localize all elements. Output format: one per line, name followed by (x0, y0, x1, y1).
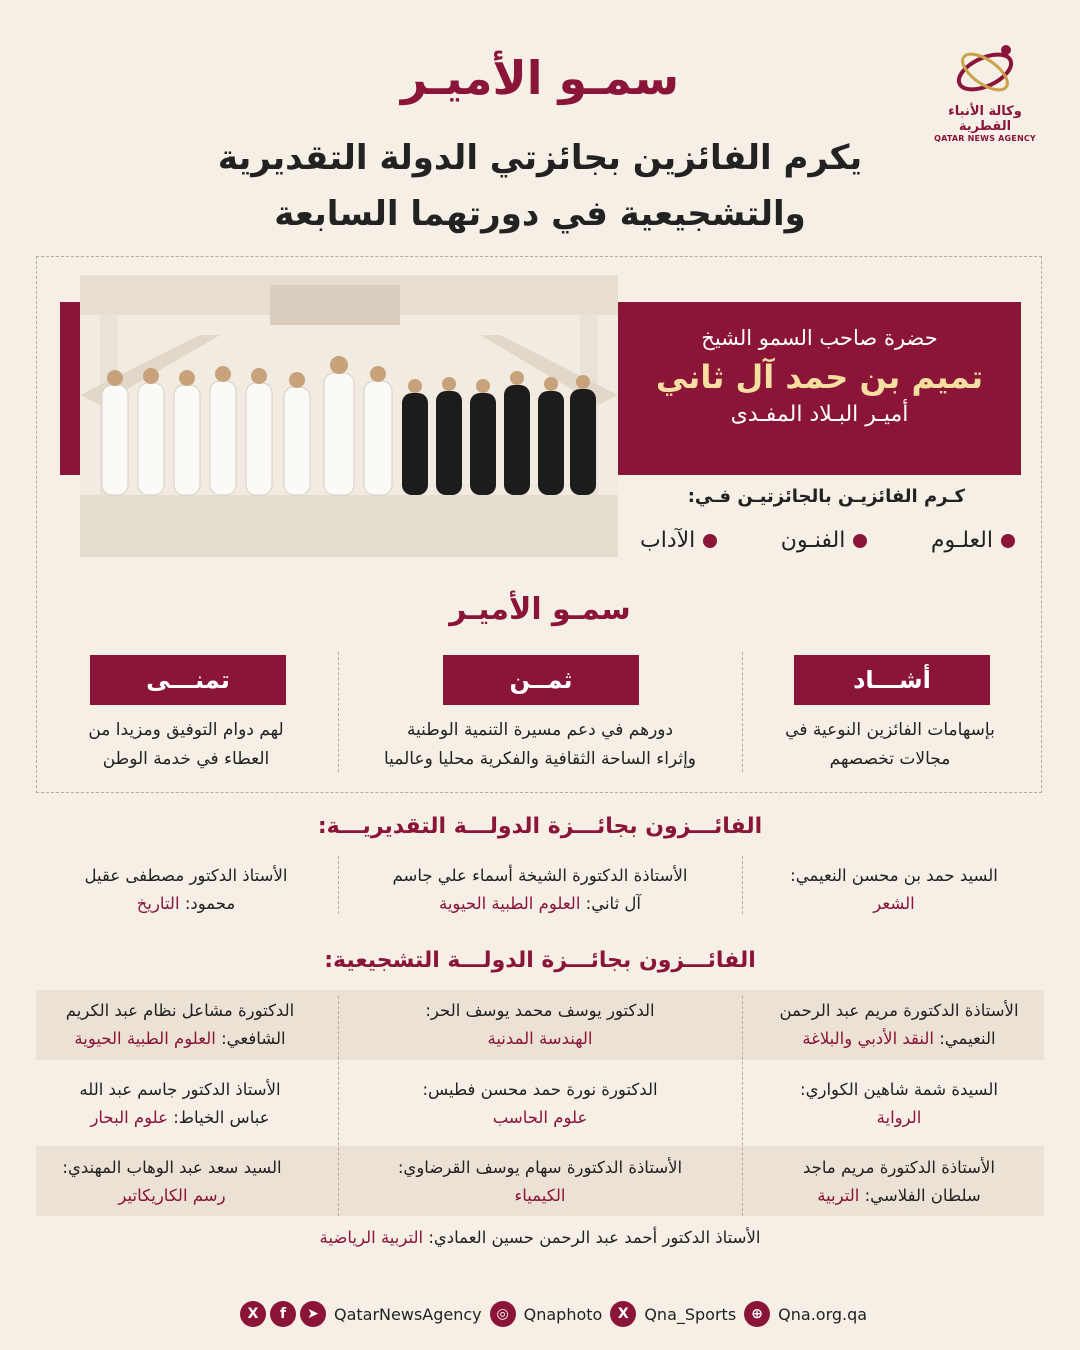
emir-name: تميم بن حمد آل ثاني (655, 358, 984, 396)
appreciation-heading: الفائـــزون بجائـــزة الدولـــة التقديريـــة: (317, 814, 763, 839)
globe-icon[interactable]: ⊕ (744, 1301, 770, 1327)
winner-field: النقد الأدبي والبلاغة (802, 1029, 934, 1048)
incentive-winner (744, 1076, 1054, 1132)
winner-name: الأستاذ الدكتور أحمد عبد الرحمن حسين العمادي: (428, 1228, 761, 1247)
winner-name-cont: آل ثاني: (585, 894, 641, 913)
winner-field: التاريخ (136, 894, 180, 913)
page-title: سمـو الأميـر (400, 51, 680, 105)
qna-logo (930, 40, 1040, 143)
winner-field: الرواية (876, 1108, 922, 1127)
valued-label: ثمــن (443, 655, 639, 705)
winner-name: السيدة شمة شاهين الكواري: (800, 1080, 998, 1099)
honored-fields (640, 528, 1015, 553)
appreciation-winner (744, 862, 1044, 918)
winner-field: الكيمياء (514, 1186, 566, 1205)
incentive-winner (744, 997, 1054, 1053)
bullet-icon (1001, 534, 1015, 548)
praised-text-line: مجالات تخصصهم (829, 749, 951, 769)
telegram-icon[interactable]: ➤ (300, 1301, 326, 1327)
subtitle-line-1: يكرم الفائزين بجائزتي الدولة التقديرية (217, 138, 863, 178)
column-divider (338, 996, 339, 1216)
incentive-winner (355, 1154, 725, 1210)
social-group-main (240, 1301, 490, 1327)
winner-name: الأستاذ الدكتور مصطفى عقيل (84, 866, 288, 885)
winner-name: الأستاذة الدكتورة سهام يوسف القرضاوي: (397, 1158, 683, 1177)
winner-name-cont: النعيمي: (939, 1029, 996, 1048)
praised-text (740, 716, 1040, 774)
winner-field: علوم الحاسب (492, 1108, 588, 1127)
field-item (781, 528, 868, 553)
logo-arabic-text: وكالة الأنباء القطرية (948, 104, 1022, 134)
valued-text-line: وإثراء الساحة الثقافية والفكرية محليا وعالميا (383, 749, 697, 769)
winner-name: الدكتورة نورة حمد محسن فطيس: (422, 1080, 658, 1099)
emir-honorific: حضرة صاحب السمو الشيخ (701, 326, 938, 350)
photo-accent-bar (60, 302, 80, 475)
column-divider (338, 856, 339, 914)
wished-text-line: لهم دوام التوفيق ومزيدا من (88, 720, 284, 740)
handle-main[interactable]: QatarNewsAgency (334, 1304, 482, 1324)
winner-field: علوم البحار (90, 1108, 168, 1127)
winner-name: الأستاذة الدكتورة الشيخة أسماء علي جاسم (392, 866, 688, 885)
winner-field: التربية الرياضية (319, 1228, 424, 1247)
winner-name: السيد سعد عبد الوهاب المهندي: (62, 1158, 282, 1177)
incentive-winner (22, 1154, 322, 1210)
column-divider (338, 652, 339, 772)
valued-text (370, 716, 710, 774)
winner-name: الأستاذ الدكتور جاسم عبد الله (79, 1080, 281, 1099)
winner-name: السيد حمد بن محسن النعيمي: (790, 866, 998, 885)
incentive-winner (30, 1076, 330, 1132)
instagram-icon[interactable]: ◎ (490, 1301, 516, 1327)
bullet-icon (853, 534, 867, 548)
handle-sports[interactable]: Qna_Sports (644, 1304, 737, 1324)
winner-name: الأستاذة الدكتورة مريم ماجد (802, 1158, 996, 1177)
winner-field: رسم الكاريكاتير (118, 1186, 226, 1205)
winner-name: الأستاذة الدكتورة مريم عبد الرحمن (779, 1001, 1019, 1020)
emir-title: أميـر البـلاد المفـدى (730, 402, 909, 427)
field-item (640, 528, 717, 553)
column-divider (742, 856, 743, 914)
winner-name-cont: الشافعي: (221, 1029, 286, 1048)
winner-field: العلوم الطبية الحيوية (74, 1029, 216, 1048)
praised-text-line: بإسهامات الفائزين النوعية في (785, 720, 995, 740)
incentive-winner (30, 997, 330, 1053)
facebook-icon[interactable]: f (270, 1301, 296, 1327)
social-group-web (744, 1301, 875, 1327)
wished-text-line: العطاء في خدمة الوطن (102, 749, 270, 769)
group-photo (80, 275, 618, 557)
winner-field: التربية (817, 1186, 860, 1205)
field-label: العلـوم (930, 528, 993, 553)
praised-label: أشـــاد (794, 655, 990, 705)
social-group-sports (610, 1301, 744, 1327)
incentive-winner (744, 1154, 1054, 1210)
honored-label: كـرم الفائزيـن بالجائزتيـن فـي: (687, 486, 965, 507)
last-winner (140, 1228, 940, 1247)
appreciation-winner (36, 862, 336, 918)
amir-section-title: سمـو الأميـر (449, 592, 631, 627)
column-divider (742, 996, 743, 1216)
subtitle-line-2: والتشجيعية في دورتهما السابعة (274, 194, 806, 234)
valued-text-line: دورهم في دعم مسيرة التنمية الوطنية (406, 720, 674, 740)
winner-field: العلوم الطبية الحيوية (438, 894, 581, 913)
winner-name: الدكتورة مشاعل نظام عبد الكريم (65, 1001, 295, 1020)
incentive-heading: الفائـــزون بجائـــزة الدولـــة التشجيعية: (324, 948, 756, 973)
winner-name-cont: عباس الخياط: (173, 1108, 270, 1127)
winner-name-cont: سلطان الفلاسي: (864, 1186, 981, 1205)
social-footer (240, 1298, 868, 1330)
x-icon[interactable]: X (240, 1301, 266, 1327)
bullet-icon (703, 534, 717, 548)
website-link[interactable]: Qna.org.qa (778, 1304, 868, 1324)
field-label: الآداب (640, 528, 696, 553)
wished-label: تمنـــى (90, 655, 286, 705)
group-photo-illustration (80, 275, 618, 557)
qna-logo-mark-icon (950, 40, 1020, 102)
wished-text (36, 716, 336, 774)
emir-banner (618, 302, 1021, 475)
winner-name: الدكتور يوسف محمد يوسف الحر: (425, 1001, 655, 1020)
x-icon[interactable]: X (610, 1301, 636, 1327)
incentive-winner (370, 1076, 710, 1132)
winner-name-cont: محمود: (184, 894, 236, 913)
page-subtitle (100, 130, 980, 242)
winner-field: الهندسة المدنية (487, 1029, 593, 1048)
handle-photo[interactable]: Qnaphoto (523, 1304, 603, 1324)
winner-field: الشعر (873, 894, 915, 913)
appreciation-winner (360, 862, 720, 918)
field-label: الفنـون (780, 528, 846, 553)
social-group-photo (490, 1301, 611, 1327)
field-item (931, 528, 1015, 553)
logo-english-text: QATAR NEWS AGENCY (934, 134, 1036, 143)
incentive-winner (370, 997, 710, 1053)
